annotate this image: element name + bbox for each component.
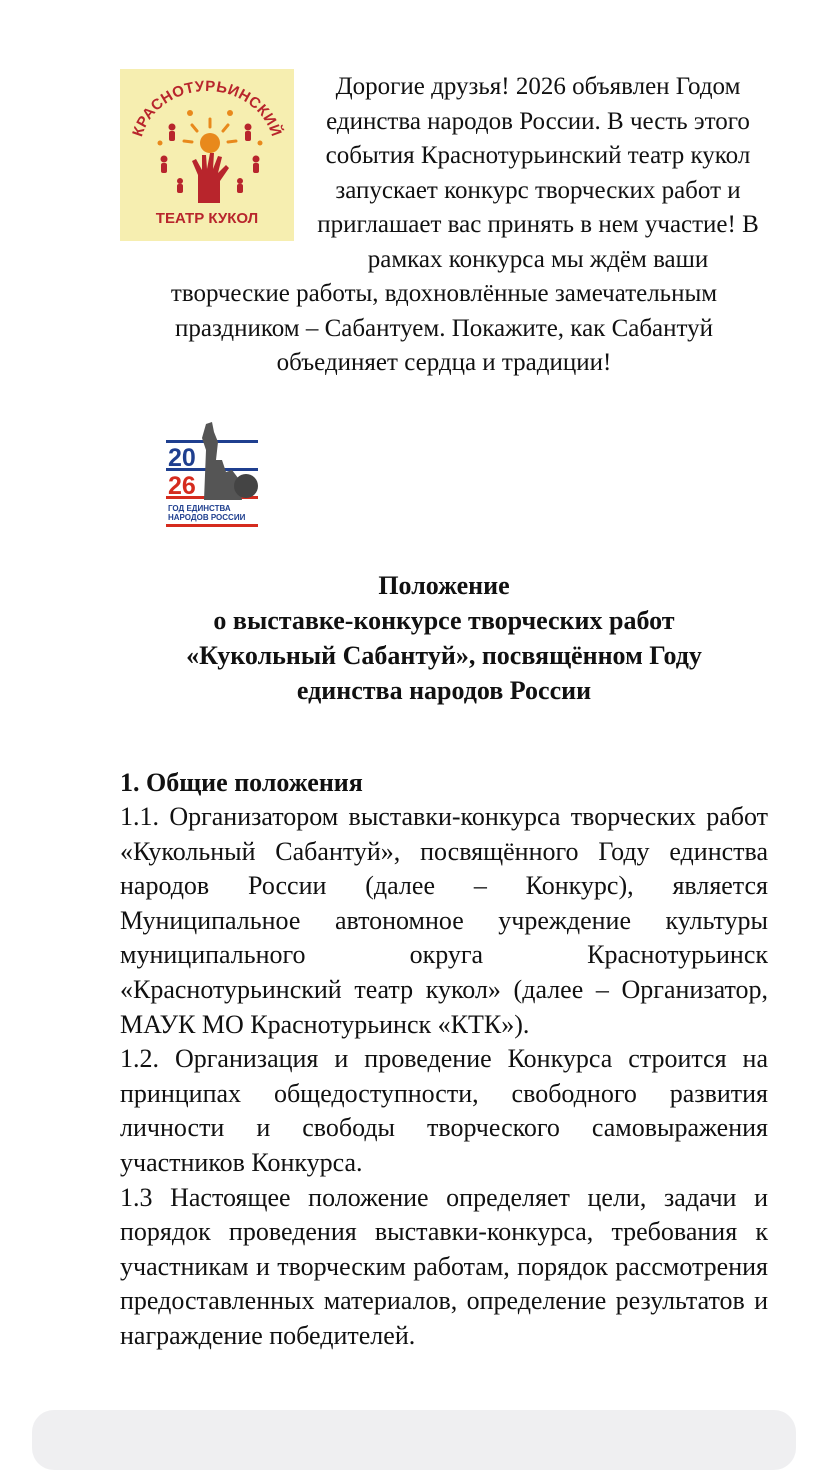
logo-caption-line1: ГОД ЕДИНСТВА <box>168 504 231 513</box>
section-heading: 1. Общие положения <box>120 768 363 797</box>
title-line-4: единства народов России <box>296 676 592 705</box>
title-line-2: о выставке-конкурсе творческих работ <box>213 606 675 635</box>
title-line-1: Положение <box>378 571 510 600</box>
paragraph-1-3: 1.3 Настоящее положение определяет цели, задачи и порядок проведения выставки-конкурса, требования к участникам и творческим работам, порядок рассмотрения предоставленных материалов, определение результатов и награждение победителей. <box>120 1182 768 1350</box>
logo-caption-line2: НАРОДОВ РОССИИ <box>168 513 246 522</box>
paragraph-1-2: 1.2. Организация и проведение Конкурса строится на принципах общедоступности, свободного развития личности и свободы творческого самовыражения участников Конкурса. <box>120 1044 768 1177</box>
year-of-unity-logo-graphic <box>166 420 262 530</box>
logo-digits-top: 20 <box>168 444 196 472</box>
document-title <box>120 568 768 708</box>
intro-text: Дорогие друзья! 2026 объявлен Годом единства народов России. В честь этого события Краснотурьинский театр кукол запускает конкурс творческих работ и приглашает вас принять в нем участие! В рамках конкурса мы ждём ваши творческие работы, вдохновлённые замечательным праздником – Сабантуем. Покажите, как Сабантуй объединяет сердца и традиции! <box>170 73 759 376</box>
intro-paragraph <box>118 70 770 381</box>
section-general-provisions <box>120 765 768 1354</box>
paragraph-1-1: 1.1. Организатором выставки-конкурса творческих работ «Кукольный Сабантуй», посвящённого Году единства народов России (далее – Конкурс), является Муниципальное автономное учреждение культуры муниципального округа Краснотурьинск «Краснотурьинский театр кукол» (далее – Организатор, МАУК МО Краснотурьинск «КТК»). <box>120 802 768 1039</box>
theatre-logo-bottom-text: ТЕАТР КУКОЛ <box>155 210 259 227</box>
logo-digits-bottom: 26 <box>168 472 196 500</box>
title-line-3: «Кукольный Сабантуй», посвящённом Году <box>186 641 702 670</box>
bottom-panel[interactable] <box>32 1410 796 1470</box>
year-of-unity-logo <box>166 420 262 530</box>
theatre-logo-arc-text: КРАСНОТУРЬИНСКИЙ <box>129 77 285 139</box>
